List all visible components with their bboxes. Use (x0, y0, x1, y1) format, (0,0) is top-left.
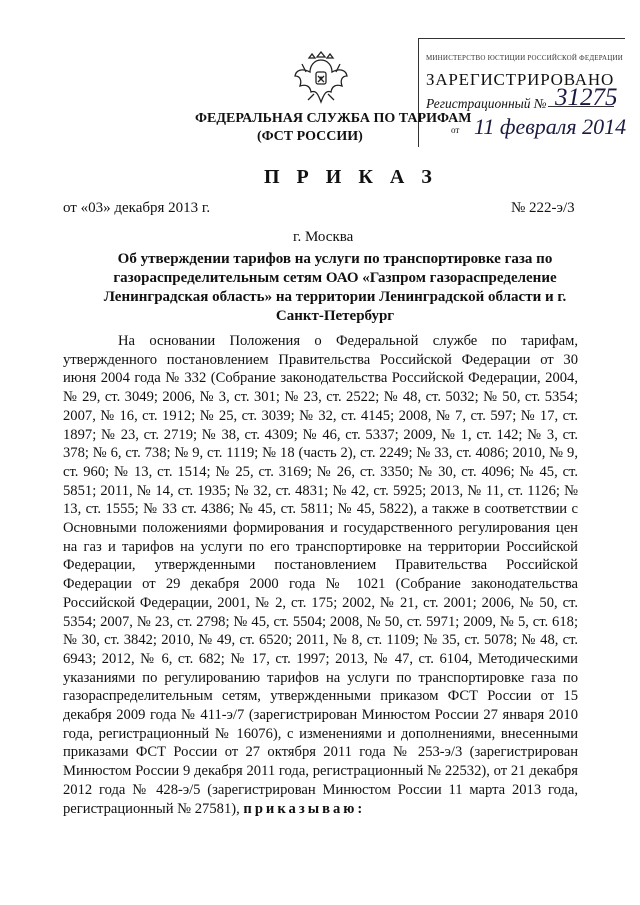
stamp-from-label: от (451, 125, 460, 135)
stamp-reg-label: Регистрационный № (426, 96, 547, 111)
stamp-reg-date: 11 февраля 2014 (474, 114, 627, 139)
order-number: № 222-э/3 (511, 200, 575, 216)
stamp-ministry: МИНИСТЕРСТВО ЮСТИЦИИ РОССИЙСКОЙ ФЕДЕРАЦИИ (426, 54, 623, 62)
agency-name: ФЕДЕРАЛЬНАЯ СЛУЖБА ПО ТАРИФАМ (195, 111, 472, 126)
order-word: приказываю: (243, 800, 366, 817)
stamp-signature-line (548, 106, 614, 107)
agency-short-name: (ФСТ РОССИИ) (257, 129, 363, 144)
order-body (63, 332, 578, 818)
stamp-registered: ЗАРЕГИСТРИРОВАНО (426, 70, 615, 89)
order-title: П Р И К А З (264, 166, 438, 188)
registration-stamp (418, 38, 627, 146)
stamp-reg-number: 31275 (555, 84, 618, 111)
order-subject: Об утверждении тарифов на услуги по транспортировке газа по газораспределительным сетям ОАО «Газпром газораспределение Ленинградская область» на территории Ленинградской области и г. Санкт-Петербург (103, 251, 567, 324)
body-paragraph: На основании Положения о Федеральной службе по тарифам, утвержденного постановлением Правительства Российской Федерации от 30 июня 2004 года № 332 (Собрание законодательства Российской Федерации, 2004, № 29, ст. 3049; 2006, № 3, ст. 301; № 23, ст. 2522; № 48, ст. 5032; № 50, ст. 5354; 2007, № 16, ст. 1912; № 25, ст. 3039; № 32, ст. 4145; 2008, № 7, ст. 597; № 17, ст. 1897; № 23, ст. 2719; № 38, ст. 4309; № 46, ст. 5337; 2009, № 1, ст. 142; № 3, ст. 378; № 6, ст. 738; № 9, ст. 1119; № 18 (часть 2), ст. 2249; № 33, ст. 4086; 2010, № 9, ст. 960; № 13, ст. 1514; № 25, ст. 3169; № 26, ст. 3350; № 30, ст. 4096; № 45, ст. 5851; 2011, № 14, ст. 1935; № 32, ст. 4831; № 42, ст. 5925; 2013, № 11, ст. 1126; № 13, ст. 1555; № 33 ст. 4386; № 45, ст. 5811; № 45, 5822), а также в соответствии с Основными положениями формирования и государственного регулирования цен на газ и тарифов на услуги по его транспортировке на территории Российской Федерации, утвержденными постановлением Правительства Российской Федерации от 29 декабря 2000 года № 1021 (Собрание законодательства Российской Федерации, 2001, № 2, ст. 175; 2002, № 21, ст. 2001; 2006, № 50, ст. 5354; 2007, № 23, ст. 2798; № 45, ст. 5504; 2008, № 50, ст. 5971; 2009, № 5, ст. 618; № 30, ст. 3842; 2010, № 49, ст. 6520; 2011, № 8, ст. 1109; № 35, ст. 5078; № 48, ст. 6943; 2012, № 6, ст. 682; № 17, ст. 1997; 2013, № 47, ст. 6104, Методическими указаниями по регулированию тарифов на услуги по транспортировке газа по газораспределительным сетям, утвержденными приказом ФСТ России от 15 декабря 2009 года № 411-э/7 (зарегистрирован Минюстом России 27 января 2010 года, регистрационный № 16076), с изменениями и дополнениями, внесенными приказами ФСТ России от 27 октября 2011 года № 253-э/3 (зарегистрирован Минюстом России 9 декабря 2011 года, регистрационный № 22532), от 21 декабря 2012 года № 428-э/5 (зарегистрирован Минюстом России 11 марта 2013 года, регистрационный № 27581), (63, 333, 578, 817)
order-city: г. Москва (293, 229, 354, 245)
coat-of-arms-emblem (292, 46, 350, 110)
order-date: от «03» декабря 2013 г. (63, 200, 211, 216)
